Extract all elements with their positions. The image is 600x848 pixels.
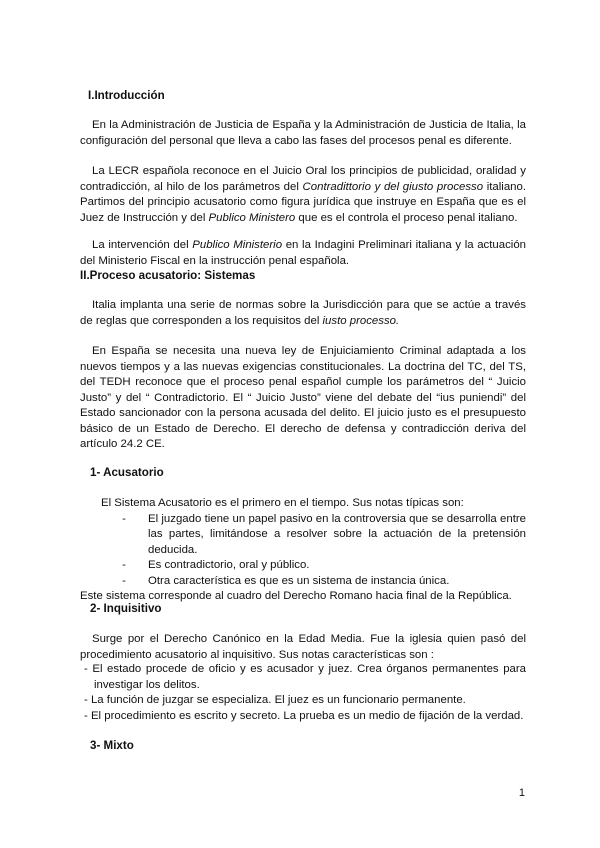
intro-p3-text-c: en la Indagini Preliminari italiana y la actuación del Ministerio Fiscal en la instrucción penal española. bbox=[80, 239, 526, 267]
intro-p2-italic-publico-ministero: Publico Ministero bbox=[208, 211, 296, 224]
page-number: 1 bbox=[518, 787, 525, 799]
bullet-text: Es contradictorio, oral y público. bbox=[148, 559, 310, 571]
bullet-dash: - bbox=[122, 512, 126, 525]
intro-paragraph-3 bbox=[80, 238, 526, 269]
list-item: - El estado procede de oficio y es acusador y juez. Crea órganos permanentes para investigar los delitos. bbox=[84, 663, 526, 691]
intro-p2-italic-contradittorio: Contradittorio y del giusto processo bbox=[302, 180, 484, 193]
bullet-dash: - bbox=[122, 559, 126, 571]
sistemas-paragraph-2: En España se necesita una nueva ley de Enjuiciamiento Criminal adaptada a los nuevos tiempos y a las nuevas exigencias constitucionales. La doctrina del TC, del TS, del TEDH reconoce que el proceso penal español cumple los parámetros del “ Juicio Justo” y del “ Contradictorio. El “ Juicio Justo” viene del debate del “ius puniendi” del Estado sancionador con la persona acusada del delito. El juicio justo es el presupuesto básico de un Estado de Derecho. El derecho de defensa y contradicción deriva del artículo 24.2 CE. bbox=[80, 345, 526, 450]
list-item: - La función de juzgar se especializa. El juez es un funcionario permanente. bbox=[84, 694, 466, 706]
acusatorio-bullet-list bbox=[114, 512, 526, 590]
section-heading-introduccion: I.Introducción bbox=[88, 89, 165, 102]
inquisitivo-intro: Surge por el Derecho Canónico en la Edad Media. Fue la iglesia quien pasó del procedimiento acusatorio al inquisitivo. Sus notas características son : bbox=[80, 633, 526, 661]
acusatorio-intro: El Sistema Acusatorio es el primero en el tiempo. Sus notas típicas son: bbox=[101, 497, 464, 509]
bullet-dash: - bbox=[122, 574, 126, 587]
sistemas-p1-text-a: Italia implanta una serie de normas sobre la Jurisdicción para que se actúe a través de reglas que corresponden a los requisitos del bbox=[80, 299, 526, 327]
intro-paragraph-1: En la Administración de Justicia de España y la Administración de Justicia de Italia, la configuración del personal que lleva a cabo las fases del procesos penal es diferente. bbox=[80, 119, 526, 147]
list-item bbox=[114, 574, 526, 590]
intro-paragraph-2 bbox=[80, 164, 526, 226]
intro-p3-text-a: La intervención del bbox=[92, 239, 193, 251]
acusatorio-closing: Este sistema corresponde al cuadro del Derecho Romano hacia final de la República. bbox=[80, 590, 512, 602]
intro-p2-text-c: italiano. Partimos del principio acusatorio como figura jurídica que instruye en España que es el Juez de Instrucción y del bbox=[80, 180, 526, 224]
sistemas-p1-italic-iusto-processo: iusto processo. bbox=[322, 314, 400, 327]
inquisitivo-list bbox=[84, 662, 526, 724]
bullet-text: El juzgado tiene un papel pasivo en la controversia que se desarrolla entre las partes, limitándose a resolver sobre la actuación de la pretensión deducida. bbox=[148, 512, 526, 556]
section-heading-sistemas: II.Proceso acusatorio: Sistemas bbox=[80, 269, 256, 282]
intro-p2-text-e: que es el controla el proceso penal italiano. bbox=[295, 211, 518, 224]
list-item bbox=[114, 558, 526, 574]
list-item bbox=[114, 512, 526, 559]
intro-p2-text-a: La LECR española reconoce en el Juicio Oral los principios de publicidad, oralidad y contradicción, al hilo de los parámetros del bbox=[80, 165, 526, 193]
subsection-heading-mixto: 3- Mixto bbox=[90, 739, 134, 752]
list-item: - El procedimiento es escrito y secreto. La prueba es un medio de fijación de la verdad. bbox=[84, 709, 524, 722]
bullet-text: Otra característica es que es un sistema de instancia única. bbox=[148, 574, 450, 587]
subsection-heading-inquisitivo: 2- Inquisitivo bbox=[90, 602, 162, 615]
intro-p3-italic-publico-ministerio: Publico Ministerio bbox=[192, 239, 283, 251]
sistemas-paragraph-1 bbox=[80, 298, 526, 329]
subsection-heading-acusatorio: 1- Acusatorio bbox=[90, 466, 164, 479]
acusatorio-block bbox=[80, 496, 526, 605]
